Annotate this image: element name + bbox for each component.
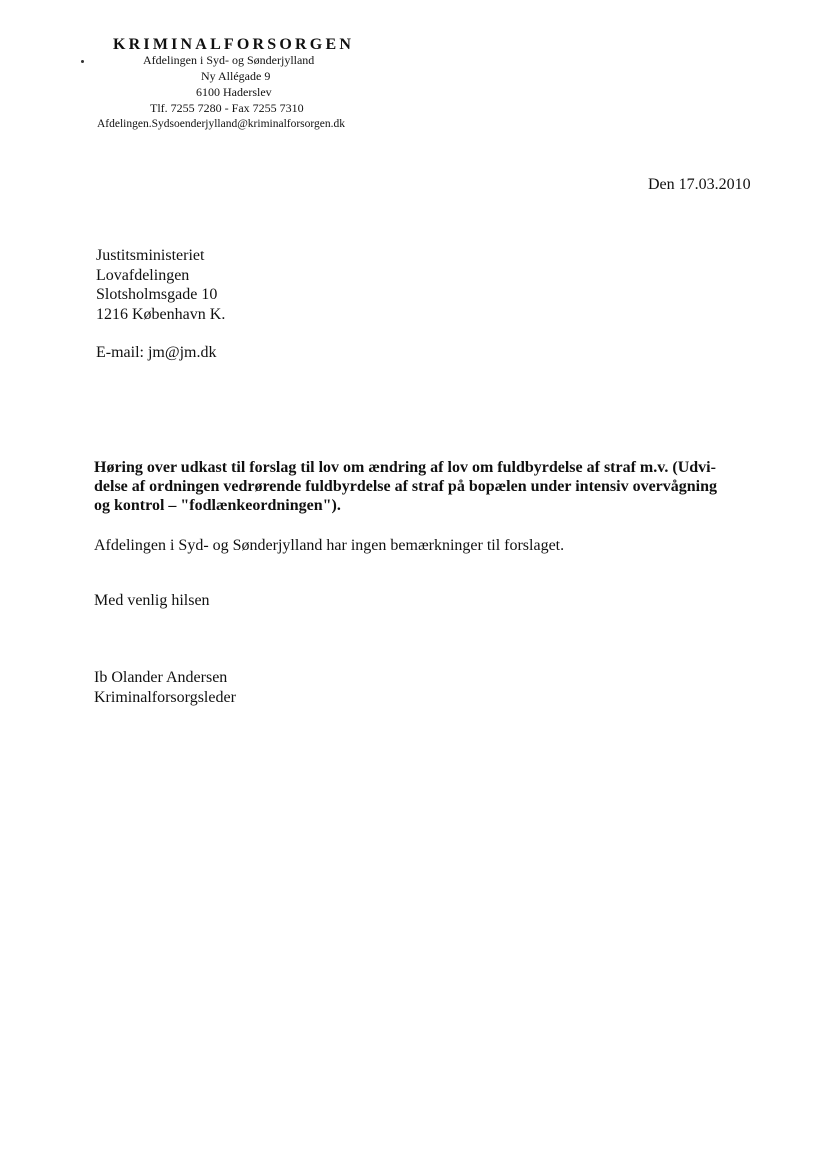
- signature-block: [94, 668, 236, 707]
- recipient-line: Lovafdelingen: [96, 266, 190, 284]
- recipient-address: [96, 246, 225, 324]
- subject-heading: [94, 458, 758, 515]
- organization-name: KRIMINALFORSORGEN: [113, 36, 355, 53]
- letterhead-phone-fax: Tlf. 7255 7280 - Fax 7255 7310: [150, 101, 304, 115]
- subject-line: Høring over udkast til forslag til lov om ændring af lov om fuldbyrdelse af straf m.v. (Udvi-: [94, 459, 716, 476]
- letter-date: Den 17.03.2010: [648, 176, 751, 193]
- subject-line: delse af ordningen vedrørende fuldbyrdelse af straf på bopælen under intensiv overvågning: [94, 478, 718, 495]
- scan-speck: [81, 60, 84, 63]
- signer-title: Kriminalforsorgsleder: [94, 688, 236, 706]
- letterhead-street: Ny Allégade 9: [201, 69, 271, 83]
- letterhead-city: 6100 Haderslev: [196, 85, 272, 99]
- recipient-line: Justitsministeriet: [96, 247, 205, 264]
- signer-name: Ib Olander Andersen: [94, 669, 228, 686]
- recipient-email: E-mail: jm@jm.dk: [96, 344, 217, 361]
- letterhead-email: Afdelingen.Sydsoenderjylland@kriminalforsorgen.dk: [97, 118, 345, 130]
- subject-line: og kontrol – "fodlænkeordningen").: [94, 497, 341, 514]
- letterhead-department: Afdelingen i Syd- og Sønderjylland: [143, 53, 315, 67]
- recipient-line: 1216 København K.: [96, 305, 226, 323]
- body-paragraph: Afdelingen i Syd- og Sønderjylland har ingen bemærkninger til forslaget.: [94, 537, 565, 554]
- closing-salutation: Med venlig hilsen: [94, 592, 210, 609]
- recipient-line: Slotsholmsgade 10: [96, 286, 218, 303]
